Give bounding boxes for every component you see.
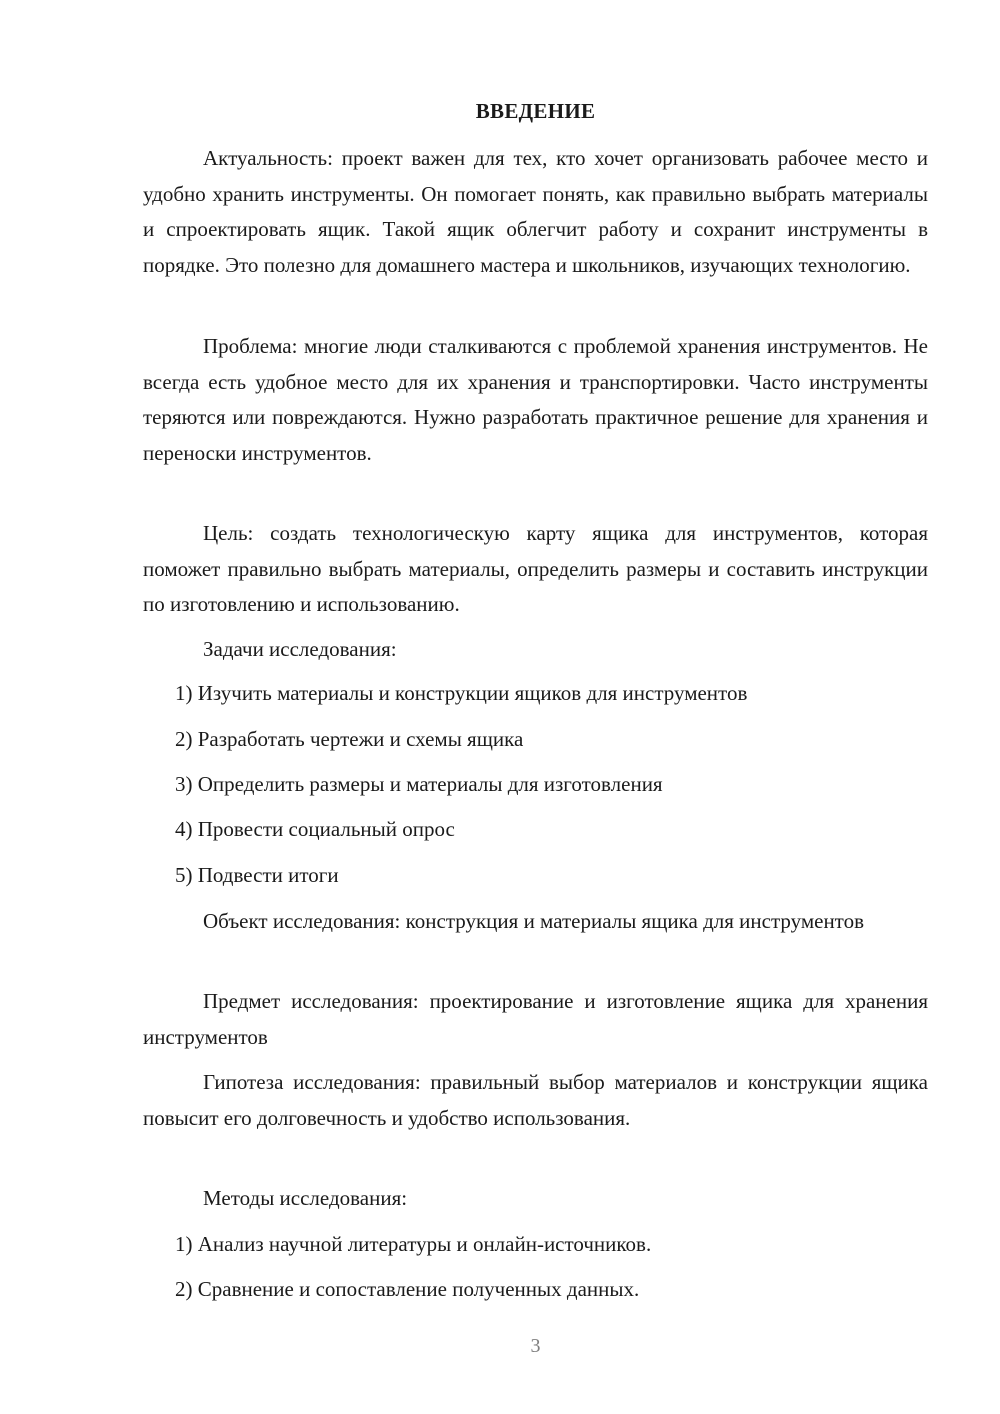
document-page — [143, 0, 928, 1414]
task-item-3: 3) Определить размеры и материалы для изготовления — [175, 772, 663, 796]
problem-paragraph: Проблема: многие люди сталкиваются с проблемой хранения инструментов. Не всегда есть удобное место для их хранения и транспортировки. Часто инструменты теряются или повреждаются. Нужно разработать практичное решение для хранения и переноски инструментов. — [143, 334, 928, 465]
task-item-4: 4) Провести социальный опрос — [175, 817, 455, 841]
actuality-paragraph: Актуальность: проект важен для тех, кто хочет организовать рабочее место и удобно хранить инструменты. Он помогает понять, как правильно выбрать материалы и спроектировать ящик. Такой ящик облегчит работу и сохранит инструменты в порядке. Это полезно для домашнего мастера и школьников, изучающих технологию. — [143, 146, 928, 277]
method-item-2: 2) Сравнение и сопоставление полученных данных. — [175, 1277, 640, 1301]
methods-heading: Методы исследования: — [203, 1186, 408, 1210]
page-number: 3 — [530, 1335, 541, 1357]
method-item-1: 1) Анализ научной литературы и онлайн-источников. — [175, 1232, 652, 1256]
task-item-2: 2) Разработать чертежи и схемы ящика — [175, 727, 524, 751]
object-paragraph: Объект исследования: конструкция и материалы ящика для инструментов — [203, 909, 864, 933]
tasks-heading: Задачи исследования: — [203, 637, 397, 661]
task-item-1: 1) Изучить материалы и конструкции ящиков для инструментов — [175, 681, 748, 705]
task-item-5: 5) Подвести итоги — [175, 863, 339, 887]
page-title: ВВЕДЕНИЕ — [475, 99, 596, 123]
hypothesis-paragraph: Гипотеза исследования: правильный выбор материалов и конструкции ящика повысит его долговечность и удобство использования. — [143, 1070, 928, 1130]
subject-paragraph: Предмет исследования: проектирование и изготовление ящика для хранения инструментов — [143, 989, 928, 1049]
goal-paragraph: Цель: создать технологическую карту ящика для инструментов, которая поможет правильно выбрать материалы, определить размеры и составить инструкции по изготовлению и использованию. — [143, 521, 928, 616]
